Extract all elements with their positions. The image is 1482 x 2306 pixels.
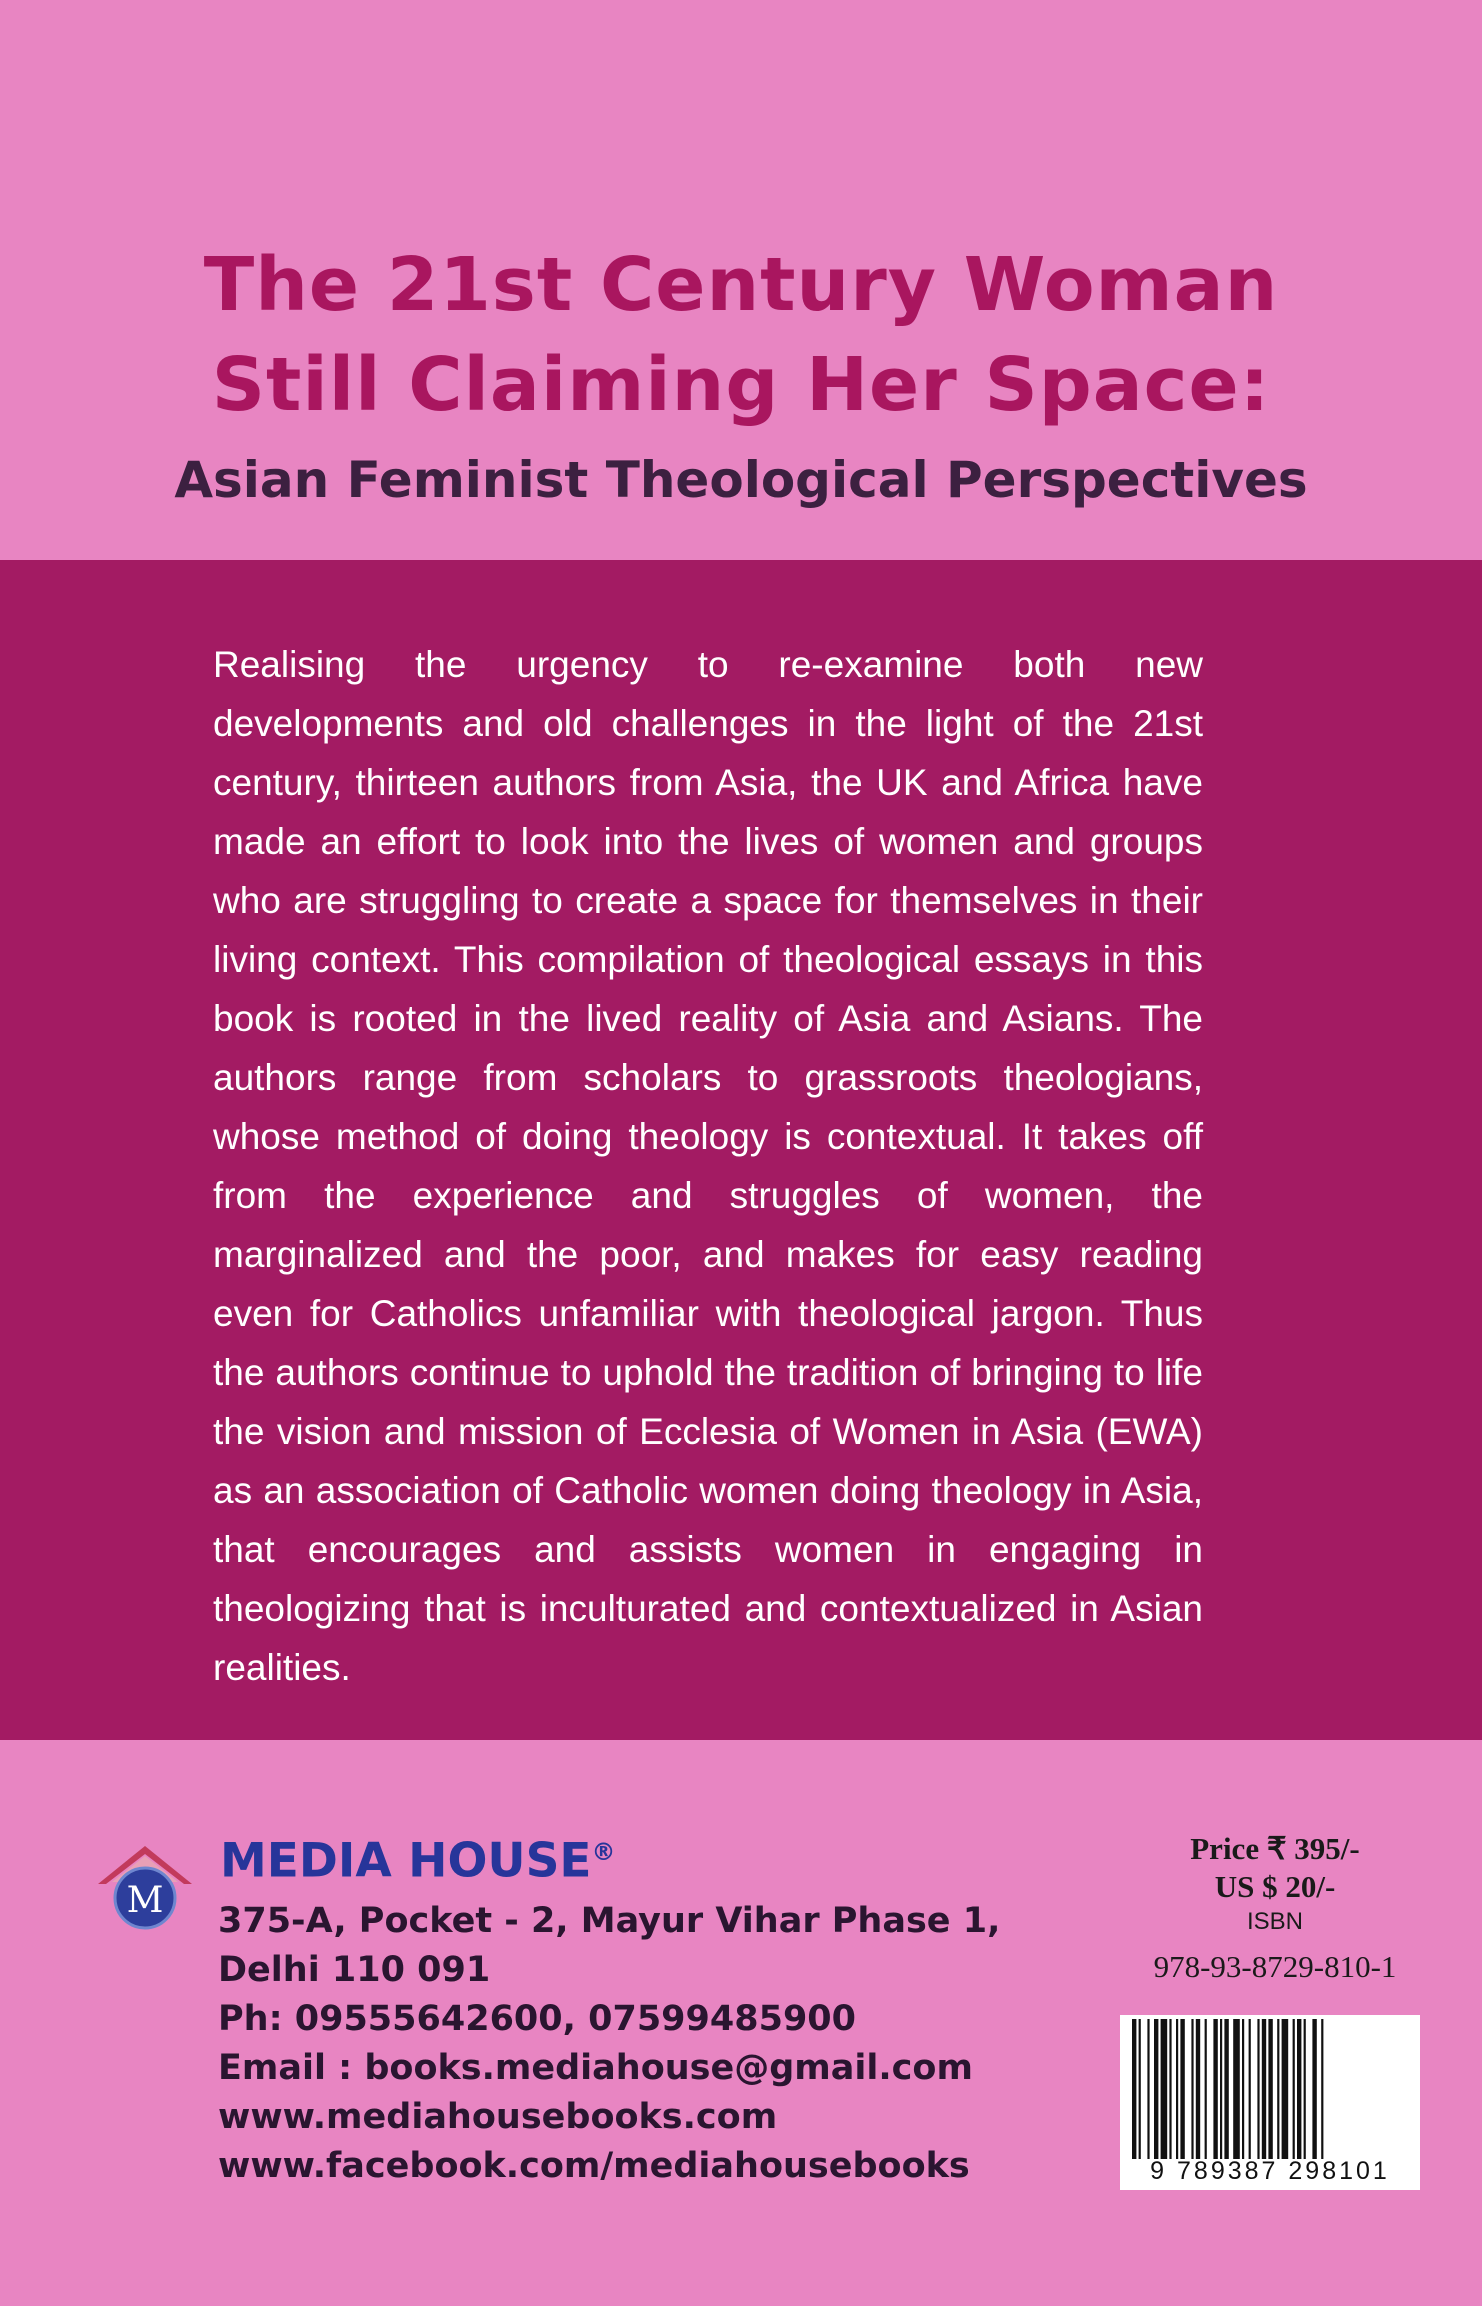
publisher-contact [218,1897,1000,2191]
barcode-digits: 9 789387 298101 [1150,2157,1390,2185]
logo-letter: M [126,1880,164,1921]
barcode-bar [1191,2019,1193,2159]
barcode-icon [1120,2019,1420,2164]
facebook-line: www.facebook.com/mediahousebooks [218,2146,970,2186]
website-line: www.mediahousebooks.com [218,2097,778,2137]
barcode-bar [1154,2019,1158,2159]
barcode-bar [1139,2019,1141,2159]
barcode-bar [1176,2019,1178,2159]
barcode-bar [1312,2019,1316,2159]
barcode-bar [1321,2019,1323,2159]
barcode-bar [1257,2019,1259,2159]
barcode-bar [1282,2019,1289,2159]
blurb-band [0,560,1482,1740]
isbn-label: ISBN [1246,1908,1303,1935]
book-title [0,235,1482,525]
email-line: Email : books.mediahouse@gmail.com [218,2048,973,2088]
barcode-bar [1220,2019,1222,2159]
barcode-bar [1196,2019,1200,2159]
barcode-bar [1277,2019,1279,2159]
title-line-2: Still Claiming Her Space: [211,342,1271,428]
barcode-bar [1169,2019,1171,2159]
title-line-1: The 21st Century Woman [203,242,1279,328]
barcode-bar [1242,2019,1244,2159]
book-subtitle: Asian Feminist Theological Perspectives [174,451,1308,509]
barcode-bar [1297,2019,1301,2159]
barcode [1120,2015,1420,2190]
phone-line: Ph: 09555642600, 07599485900 [218,1999,856,2039]
barcode-bar [1233,2019,1240,2159]
barcode-bar [1268,2019,1272,2159]
barcode-bar [1161,2019,1168,2159]
price-block [1115,1830,1435,1990]
address-line-1: 375-A, Pocket - 2, Mayur Vihar Phase 1, [218,1901,1001,1941]
address-line-2: Delhi 110 091 [218,1950,491,1990]
barcode-bar [1262,2019,1266,2159]
price-usd: US $ 20/- [1214,1869,1336,1904]
barcode-bar [1132,2019,1136,2159]
barcode-bar [1180,2019,1184,2159]
registered-mark: ® [591,1838,616,1866]
barcode-bar [1249,2019,1251,2159]
media-house-logo-icon [90,1832,200,1942]
barcode-bar [1304,2019,1306,2159]
barcode-bar [1293,2019,1295,2159]
price-inr: Price ₹ 395/- [1190,1831,1360,1866]
barcode-bar [1205,2019,1207,2159]
isbn-number: 978-93-8729-810-1 [1153,1949,1397,1984]
back-cover-blurb: Realising the urgency to re-examine both new developments and old challenges in the light of the 21st century, thirteen authors from Asia, the UK and Africa have made an effort to look into the lives of women and groups who are struggling to create a space for themselves in their living context. This compilation of theological essays in this book is rooted in the lived reality of Asia and Asians. The authors range from scholars to grassroots theologians, whose method of doing theology is contextual. It takes off from the experience and struggles of women, the marginalized and the poor, and makes for easy reading even for Catholics unfamiliar with theological jargon. Thus the authors continue to uphold the tradition of bringing to life the vision and mission of Ecclesia of Women in Asia (EWA) as an association of Catholic women doing theology in Asia, that encourages and assists women in engaging in theologizing that is inculturated and contextualized in Asian realities. [213,644,1203,1688]
barcode-bar [1147,2019,1149,2159]
barcode-bar [1224,2019,1228,2159]
barcode-bar [1213,2019,1217,2159]
publisher-name: MEDIA HOUSE® [220,1833,616,1889]
